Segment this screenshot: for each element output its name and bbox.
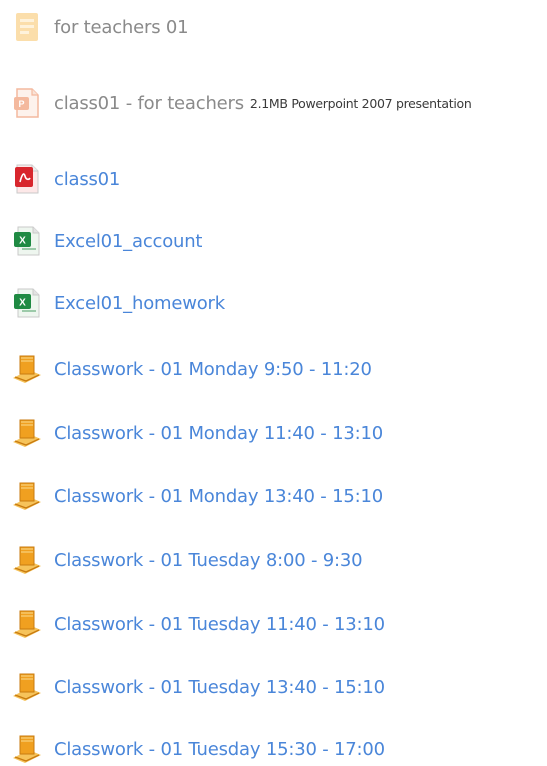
pdf-file-icon — [10, 162, 44, 196]
item-label: class01 — [54, 168, 121, 190]
list-item-assignment[interactable] — [10, 543, 362, 577]
assignment-icon — [10, 670, 44, 704]
assignment-icon — [10, 543, 44, 577]
list-item-assignment[interactable] — [10, 352, 372, 386]
list-item-assignment[interactable] — [10, 479, 383, 513]
list-item-assignment[interactable] — [10, 607, 385, 641]
list-item-powerpoint[interactable] — [10, 86, 472, 120]
item-label: Classwork - 01 Monday 11:40 - 13:10 — [54, 422, 383, 444]
item-label: Classwork - 01 Tuesday 8:00 - 9:30 — [54, 549, 363, 571]
assignment-icon — [10, 479, 44, 513]
list-item-assignment[interactable] — [10, 416, 383, 450]
item-label: Classwork - 01 Tuesday 11:40 - 13:10 — [54, 613, 385, 635]
assignment-icon — [10, 416, 44, 450]
assignment-icon — [10, 732, 44, 766]
list-item-assignment[interactable] — [10, 670, 385, 704]
excel-file-icon — [10, 286, 44, 320]
svg-text:X: X — [19, 297, 26, 309]
svg-text:X: X — [19, 235, 26, 247]
item-label: Classwork - 01 Tuesday 15:30 - 17:00 — [54, 738, 385, 760]
item-label: Excel01_homework — [54, 292, 225, 314]
item-label: for teachers 01 — [54, 16, 189, 38]
excel-file-icon — [10, 224, 44, 258]
file-meta: 2.1MB Powerpoint 2007 presentation — [249, 95, 472, 111]
powerpoint-file-icon — [10, 86, 44, 120]
assignment-icon — [10, 607, 44, 641]
item-label: Classwork - 01 Monday 9:50 - 11:20 — [54, 358, 372, 380]
item-label: Classwork - 01 Tuesday 13:40 - 15:10 — [54, 676, 385, 698]
list-item-pdf[interactable] — [10, 162, 120, 196]
list-item-folder[interactable] — [10, 10, 188, 44]
assignment-icon — [10, 352, 44, 386]
folder-icon — [10, 10, 44, 44]
list-item-excel-account[interactable] — [10, 224, 202, 258]
item-label: Classwork - 01 Monday 13:40 - 15:10 — [54, 485, 383, 507]
list-item-assignment[interactable] — [10, 732, 385, 766]
svg-text:P: P — [18, 99, 25, 109]
list-item-excel-homework[interactable] — [10, 286, 225, 320]
item-label: Excel01_account — [54, 230, 203, 252]
item-label: class01 - for teachers — [54, 92, 244, 114]
